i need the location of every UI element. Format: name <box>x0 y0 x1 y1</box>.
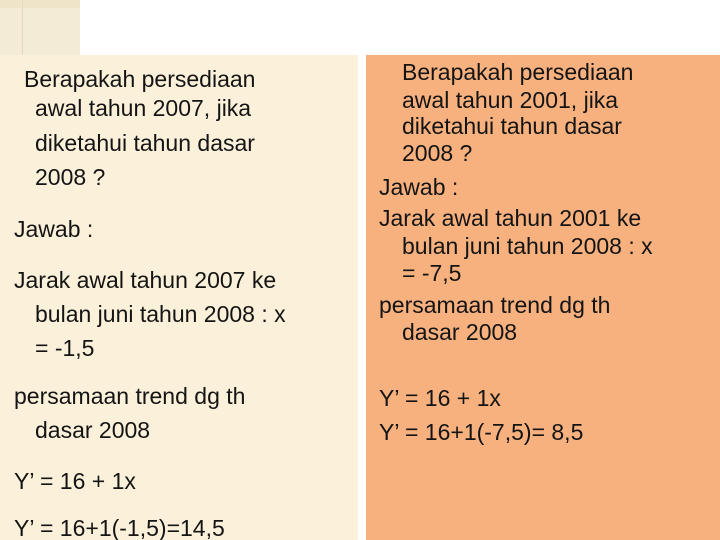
left-jarak-line-1: Jarak awal tahun 2007 ke <box>14 267 277 293</box>
left-question-line-4: 2008 ? <box>35 164 106 190</box>
left-equation-1: Y’ = 16 + 1x <box>14 468 136 494</box>
left-jarak-line-3: = -1,5 <box>35 335 95 361</box>
right-panel <box>366 55 720 540</box>
left-persamaan-line-1: persamaan trend dg th <box>14 383 246 409</box>
left-question-line-1: Berapakah persediaan <box>24 66 256 92</box>
right-equation-2: Y’ = 16+1(-7,5)= 8,5 <box>379 419 584 445</box>
left-equation-2: Y’ = 16+1(-1,5)=14,5 <box>14 515 225 540</box>
right-jawab: Jawab : <box>379 174 459 200</box>
left-question-line-3: diketahui tahun dasar <box>35 130 255 156</box>
right-question-line-1 <box>402 61 704 84</box>
right-jarak-line-1: Jarak awal tahun 2001 ke <box>379 205 642 231</box>
corner-decoration <box>0 0 80 55</box>
right-persamaan-line-1: persamaan trend dg th <box>379 292 611 318</box>
corner-band <box>0 0 80 8</box>
right-question-line-1-text: Berapakah persediaan <box>402 59 634 85</box>
left-jarak-line-2: bulan juni tahun 2008 : x <box>35 301 286 327</box>
right-jarak-line-2: bulan juni tahun 2008 : x <box>402 233 653 259</box>
left-persamaan-line-2: dasar 2008 <box>35 417 151 443</box>
corner-line <box>22 0 23 55</box>
left-panel <box>0 55 358 540</box>
right-question-line-2: awal tahun 2001, jika <box>402 87 619 113</box>
right-persamaan-line-2: dasar 2008 <box>402 319 518 345</box>
right-question-line-4: 2008 ? <box>402 140 473 166</box>
right-jarak-line-3: = -7,5 <box>402 260 462 286</box>
left-question-line-2: awal tahun 2007, jika <box>35 95 252 121</box>
left-jawab: Jawab : <box>14 216 94 242</box>
right-equation-1: Y’ = 16 + 1x <box>379 385 501 411</box>
right-question-line-3: diketahui tahun dasar <box>402 113 622 139</box>
